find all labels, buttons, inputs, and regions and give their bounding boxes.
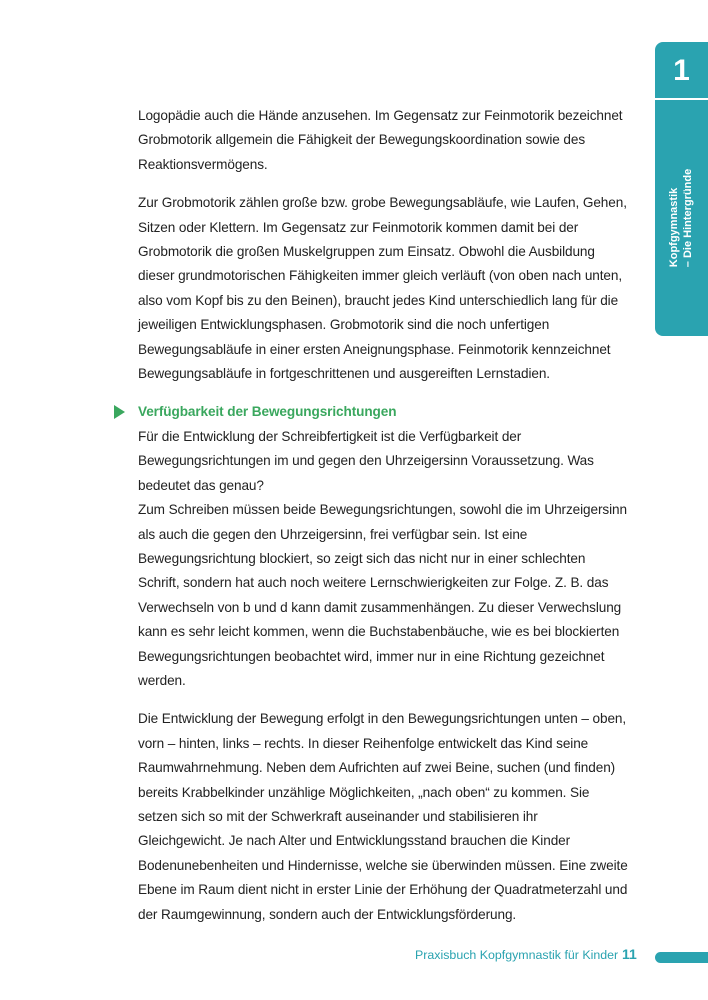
paragraph-3: Für die Entwicklung der Schreibfertigkeit ist die Verfügbarkeit der Bewegungsrichtungen im und gegen den Uhrzeigersinn Voraussetzung. Was bedeutet das genau? — [138, 428, 594, 493]
paragraph-2: Zur Grobmotorik zählen große bzw. grobe Bewegungsabläufe, wie Laufen, Gehen, Sitzen oder Klettern. Im Gegensatz zur Feinmotorik kommen damit bei der Grobmotorik die großen Muskelgruppen zum Einsatz. Obwohl die Ausbildung dieser grundmotorischen Fähigkeiten immer gleich verläuft (von oben nach unten, also vom Kopf bis zu den Beinen), braucht jedes Kind unterschiedlich lang für die jeweiligen Entwicklungsphasen. Grobmotorik sind die noch unfertigen Bewegungsabläufe in einer ersten Aneignungsphase. Feinmotorik kennzeichnet Bewegungsabläufe in fortgeschrittenen und ausgereiften Lernstadien. — [138, 195, 627, 382]
triangle-bullet-icon — [114, 405, 125, 419]
chapter-title — [667, 169, 695, 267]
section-heading — [138, 400, 628, 424]
chapter-number: 1 — [673, 54, 690, 87]
paragraph-1: Logopädie auch die Hände anzusehen. Im Gegensatz zur Feinmotorik bezeichnet Grobmotorik allgemein die Fähigkeit der Bewegungskoordination sowie des Reaktionsvermögens. — [138, 108, 623, 172]
section-heading-text: Verfügbarkeit der Bewegungsrichtungen — [138, 404, 397, 420]
paragraph-4: Zum Schreiben müssen beide Bewegungsrichtungen, sowohl die im Uhrzeigersinn als auch die gegen den Uhrzeigersinn, frei verfügbar sein. Ist eine Bewegungsrichtung blockiert, so zeigt sich das nicht nur in einer schlechten Schrift, sondern hat auch noch weitere Lernschwierigkeiten zur Folge. Z. B. das Verwechseln von b und d kann damit zusammenhängen. Zu dieser Verwechslung kann es sehr leicht kommen, wenn die Buchstabenbäuche, wie es bei blockierten Bewegungsrichtungen beobachtet wird, immer nur in eine Richtung gezeichnet werden. — [138, 502, 627, 688]
footer-accent-bar — [655, 952, 708, 963]
page-body — [138, 104, 628, 927]
chapter-title-line1: Kopfgymnastik — [668, 187, 680, 268]
chapter-number-tab — [655, 42, 708, 98]
paragraph-5: Die Entwicklung der Bewegung erfolgt in den Bewegungsrichtungen unten – oben, vorn – hinten, links – rechts. In dieser Reihenfolge entwickelt das Kind seine Raumwahrnehmung. Neben dem Aufrichten auf zwei Beine, suchen (und finden) bereits Krabbelkinder unzählige Möglichkeiten, „nach oben“ zu kommen. Sie setzen sich so mit der Schwerkraft auseinander und stabilisieren ihr Gleichgewicht. Je nach Alter und Entwicklungsstand brauchen die Kinder Bodenunebenheiten und Hindernisse, welche sie überwinden müssen. Eine zweite Ebene im Raum dient nicht in erster Linie der Erhöhung der Quadratmeterzahl und der Raumgewinnung, sondern auch der Entwicklungsförderung. — [138, 711, 628, 922]
chapter-title-tab — [655, 100, 708, 336]
footer-book-title: Praxisbuch Kopfgymnastik für Kinder — [415, 948, 619, 962]
footer-page-number: 11 — [622, 946, 637, 962]
chapter-title-line2: – Die Hintergründe — [682, 168, 694, 268]
